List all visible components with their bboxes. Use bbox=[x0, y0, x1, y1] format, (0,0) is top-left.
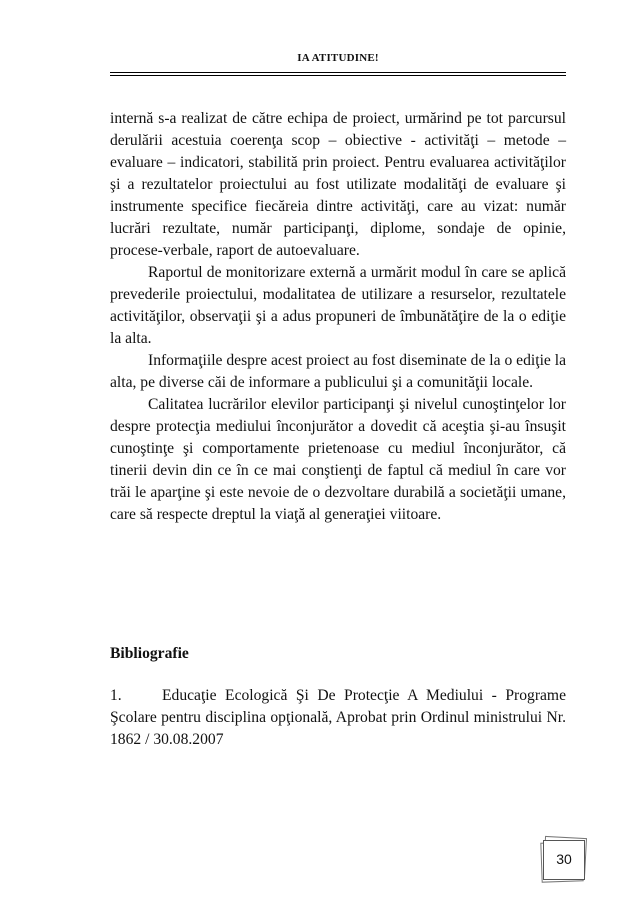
header-rule bbox=[110, 72, 566, 76]
bibliography-heading: Bibliografie bbox=[110, 645, 189, 662]
page-header-title: IA ATITUDINE! bbox=[297, 52, 379, 64]
paragraph-2: Raportul de monitorizare externă a urmărit modul în care se aplică prevederile proiectului, modalitatea de utilizare a resurselor, rezultatele activităţilor, observaţii şi a adus propuneri de îmbunătăţire de la o ediţie la alta. bbox=[110, 264, 566, 347]
body-text bbox=[110, 108, 566, 526]
paragraph-4: Calitatea lucrărilor elevilor participanţi şi nivelul cunoştinţelor lor despre protecţia mediului înconjurător a dovedit că aceştia şi-au însuşit cunoştinţe şi comportamente prietenoase cu mediul înconjurător, că tinerii devin din ce în ce mai conştienţi de faptul că mediul în care vor trăi le aparţine şi este nevoie de o dezvoltare durabilă a societăţii umane, care să respecte dreptul la viaţă al generaţiei viitoare. bbox=[110, 396, 566, 523]
page-number-box bbox=[540, 840, 586, 880]
paragraph-3: Informaţiile despre acest proiect au fost diseminate de la o ediţie la alta, pe diverse căi de informare a publicului şi a comunităţii locale. bbox=[110, 352, 566, 391]
bibliography-item-text: Educaţie Ecologică Şi De Protecţie A Mediului - Programe Şcolare pentru disciplina opţională, Aprobat prin Ordinul ministrului Nr. 1862 / 30.08.2007 bbox=[110, 687, 566, 748]
page-number: 30 bbox=[556, 851, 572, 867]
bibliography-item-number: 1. bbox=[110, 687, 122, 704]
bibliography-item bbox=[110, 685, 566, 751]
paragraph-1: internă s-a realizat de către echipa de proiect, urmărind pe tot parcursul derulării acestuia coerenţa scop – obiective - activităţi – metode – evaluare – indicatori, stabilită prin proiect. Pentru evaluarea activităţilor şi a rezultatelor proiectului au fost utilizate modalităţi de evaluare şi instrumente specifice fiecăreia dintre activităţi, care au vizat: număr lucrări rezultate, număr participanţi, diplome, sondaje de opinie, procese-verbale, raport de autoevaluare. bbox=[110, 110, 566, 259]
